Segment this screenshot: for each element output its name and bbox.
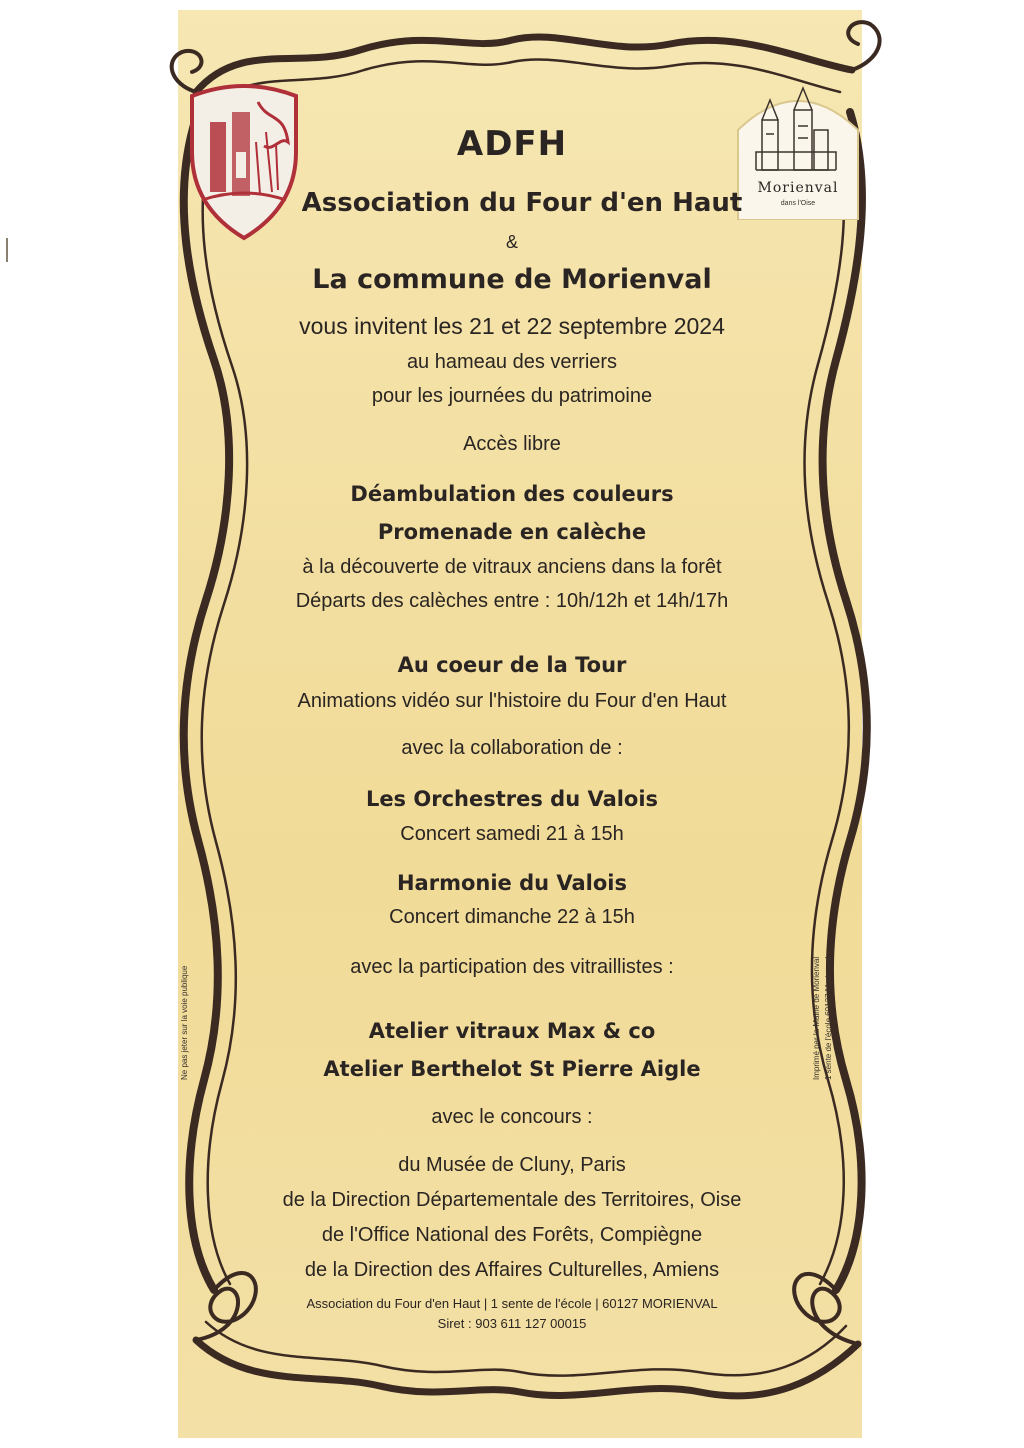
partner-ddt: de la Direction Départementale des Territoires, Oise [282,1189,742,1211]
event-title-deambulation: Déambulation des couleurs [350,482,674,506]
participation-intro: avec la participation des vitraillistes : [350,956,674,978]
invite-occasion: pour les journées du patrimoine [371,385,653,407]
orchestra-name-1: Les Orchestres du Valois [365,787,659,811]
atelier-name-2: Atelier Berthelot St Pierre Aigle [323,1057,701,1081]
left-side-note: Ne pas jeter sur la voie publique [180,965,189,1080]
scan-margin-mark [6,238,8,262]
acronym-title: ADFH [456,124,568,164]
commune-name: La commune de Morienval [312,264,712,295]
invite-dates: vous invitent les 21 et 22 septembre 2024 [299,313,725,339]
invite-location: au hameau des verriers [406,351,618,373]
collaboration-intro: avec la collaboration de : [401,737,623,759]
concert-saturday: Concert samedi 21 à 15h [400,823,624,845]
event-times-promenade: Départs des calèches entre : 10h/12h et 14h/17h [295,590,729,612]
concours-intro: avec le concours : [431,1106,593,1128]
footer-siret: Siret : 903 611 127 00015 [437,1316,587,1331]
right-side-note-2: 1 sente de l'école 60127 Morienval - [824,951,833,1080]
orchestra-name-2: Harmonie du Valois [396,871,627,895]
partner-dac: de la Direction des Affaires Culturelles, Amiens [304,1259,720,1281]
partner-cluny: du Musée de Cluny, Paris [398,1154,626,1176]
atelier-name-1: Atelier vitraux Max & co [368,1019,656,1043]
event-desc-tour: Animations vidéo sur l'histoire du Four d'en Haut [297,690,727,712]
logo-name: Morienval [757,180,839,196]
association-name: Association du Four d'en Haut [301,188,743,218]
event-title-tour: Au coeur de la Tour [397,653,627,677]
access-note: Accès libre [463,433,561,455]
right-side-note-1: Imprimé par la Mairie de Morienval [812,956,821,1080]
event-desc-promenade: à la découverte de vitraux anciens dans la forêt [302,556,722,578]
partner-onf: de l'Office National des Forêts, Compiègne [321,1224,703,1246]
concert-sunday: Concert dimanche 22 à 15h [389,906,635,928]
ampersand: & [505,232,518,252]
footer-address: Association du Four d'en Haut | 1 sente de l'école | 60127 MORIENVAL [306,1296,718,1311]
logo-subtitle: dans l'Oise [780,200,816,207]
event-title-promenade: Promenade en calèche [377,520,647,544]
